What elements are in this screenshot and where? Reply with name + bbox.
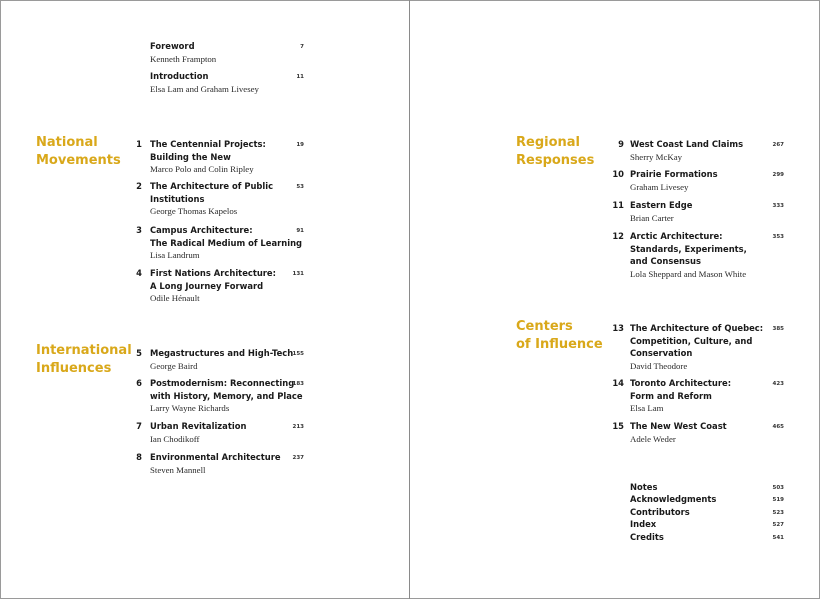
page-number: 7 (300, 44, 304, 50)
entry-title: Conservation (630, 348, 693, 358)
entry-title: Eastern Edge (630, 200, 693, 210)
entry-title: The New West Coast (630, 421, 727, 431)
chapter-number: 3 (136, 225, 142, 235)
entry-author: Ian Chodikoff (150, 433, 200, 444)
chapter-number: 10 (612, 169, 624, 179)
entry-title: First Nations Architecture: (150, 268, 276, 278)
entry-title: The Architecture of Quebec: (630, 323, 764, 333)
right-page (410, 0, 818, 598)
toc-entry-index: Index (630, 519, 657, 529)
toc-entry-credits: Credits (630, 532, 664, 542)
entry-title: A Long Journey Forward (150, 280, 264, 291)
page-number: 423 (772, 381, 784, 387)
entry-title: The Architecture of Public (150, 181, 274, 191)
entry-author: Elsa Lam (630, 403, 664, 413)
entry-author: George Thomas Kapelos (150, 206, 238, 216)
page-number: 267 (772, 142, 784, 148)
entry-title: Megastructures and High-Tech (150, 348, 294, 358)
toc-entry-acknowledgments: Acknowledgments (630, 494, 717, 504)
section-title-line: Centers (516, 319, 573, 334)
entry-author: Adele Weder (630, 433, 676, 444)
page-number: 183 (292, 381, 304, 387)
chapter-number: 7 (136, 421, 142, 431)
page-number: 385 (772, 326, 784, 332)
section-title-line: International (36, 343, 132, 358)
section-title-line: Movements (36, 153, 121, 168)
page-number: 237 (292, 455, 304, 461)
entry-author: Brian Carter (630, 212, 674, 223)
entry-title: and Consensus (630, 256, 701, 266)
page-number: 213 (292, 424, 304, 430)
entry-title: Urban Revitalization (150, 421, 247, 431)
entry-title: Form and Reform (630, 390, 712, 401)
entry-title: Introduction (150, 71, 209, 81)
entry-title: Institutions (150, 193, 205, 204)
chapter-number: 6 (136, 378, 142, 388)
entry-author: Sherry McKay (630, 151, 683, 162)
chapter-number: 8 (136, 452, 142, 462)
entry-author: Elsa Lam and Graham Livesey (150, 83, 259, 94)
section-title-line: National (36, 135, 98, 150)
entry-author: David Theodore (630, 360, 688, 371)
page-number: 91 (296, 228, 304, 234)
chapter-number: 12 (612, 231, 624, 241)
entry-title: The Centennial Projects: (150, 139, 266, 149)
page-number: 519 (772, 497, 784, 503)
section-title-line: Influences (36, 361, 112, 376)
left-page (0, 0, 408, 598)
entry-title: Competition, Culture, and (630, 335, 753, 346)
page-number: 541 (772, 535, 784, 541)
chapter-number: 1 (136, 139, 142, 149)
entry-title: Environmental Architecture (150, 452, 281, 462)
entry-author: Steven Mannell (150, 464, 206, 475)
section-title-regional (516, 134, 594, 170)
entry-author: George Baird (150, 360, 198, 371)
chapter-number: 13 (612, 323, 624, 333)
section-title-international (36, 342, 132, 378)
entry-title: Toronto Architecture: (630, 378, 732, 388)
chapter-number: 14 (612, 378, 624, 388)
page-number: 155 (292, 351, 304, 357)
chapter-number: 15 (612, 421, 624, 431)
page-number: 503 (772, 485, 784, 491)
chapter-number: 4 (136, 268, 142, 278)
entry-title: Building the New (150, 151, 231, 162)
toc-entry-contributors: Contributors (630, 507, 690, 517)
entry-author: Marco Polo and Colin Ripley (150, 164, 254, 174)
entry-author: Larry Wayne Richards (150, 403, 230, 413)
page-number: 465 (772, 424, 784, 430)
chapter-number: 9 (618, 139, 624, 149)
entry-title: with History, Memory, and Place (150, 390, 303, 401)
entry-author: Odile Hénault (150, 293, 200, 303)
entry-title: Standards, Experiments, (630, 243, 747, 254)
entry-author: Lola Sheppard and Mason White (630, 268, 747, 279)
chapter-number: 5 (136, 348, 142, 358)
entry-title: Campus Architecture: (150, 225, 253, 235)
entry-title: Foreword (150, 41, 195, 51)
entry-title: Prairie Formations (630, 169, 718, 179)
toc-entry-notes: Notes (630, 482, 658, 492)
section-title-line: Responses (516, 153, 595, 168)
chapter-number: 2 (136, 181, 142, 191)
entry-title: West Coast Land Claims (630, 139, 744, 149)
section-title-national (36, 134, 121, 170)
page-number: 353 (772, 234, 784, 240)
section-title-line: of Influence (516, 337, 603, 352)
page-number: 19 (296, 142, 304, 148)
entry-title: Arctic Architecture: (630, 231, 723, 241)
page-number: 523 (772, 510, 784, 516)
section-title-line: Regional (516, 135, 581, 150)
entry-title: The Radical Medium of Learning (150, 237, 303, 248)
page-number: 333 (772, 203, 784, 209)
page-number: 53 (296, 184, 304, 190)
entry-author: Graham Livesey (630, 181, 689, 192)
page-number: 527 (772, 522, 784, 528)
page-number: 299 (772, 172, 784, 178)
entry-author: Kenneth Frampton (150, 53, 217, 64)
entry-title: Postmodernism: Reconnecting (150, 378, 295, 388)
chapter-number: 11 (612, 200, 624, 210)
entry-author: Lisa Landrum (150, 250, 200, 260)
page-number: 131 (292, 271, 304, 277)
page-number: 11 (296, 74, 304, 80)
section-title-centers (516, 318, 603, 354)
